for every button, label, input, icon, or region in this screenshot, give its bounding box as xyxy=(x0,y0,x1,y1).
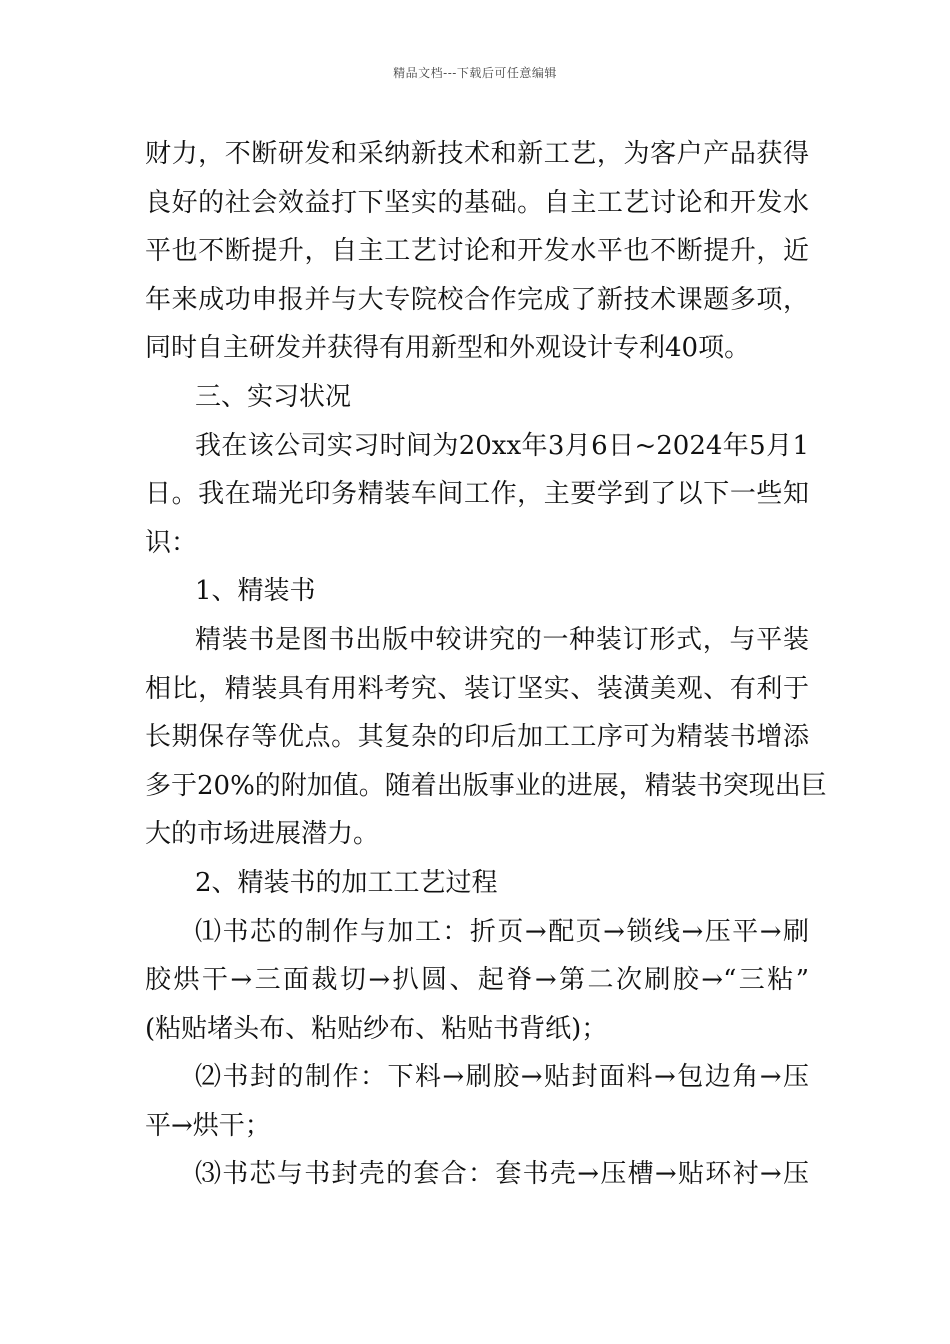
text-line: 多于20%的附加值。随着出版事业的进展，精装书突现出巨 xyxy=(145,770,827,801)
text-line: 大的市场进展潜力。 xyxy=(145,819,380,850)
text-line: 我在该公司实习时间为20xx年3月6日~2024年5月1 xyxy=(195,430,809,461)
text-line: 识： xyxy=(145,527,198,558)
text-line: (粘贴堵头布、粘贴纱布、粘贴书背纸)； xyxy=(145,1013,608,1044)
section-heading: 三、实习状况 xyxy=(195,381,352,412)
text-line: 平→烘干； xyxy=(145,1110,271,1141)
subsection-heading: 2、精装书的加工工艺过程 xyxy=(195,867,498,898)
subsection-heading: 1、精装书 xyxy=(195,576,316,607)
text-line: 胶烘干→三面裁切→扒圆、起脊→第二次刷胶→“三粘” xyxy=(145,965,809,996)
text-line: 相比，精装具有用料考究、装订坚实、装潢美观、有利于 xyxy=(145,673,809,704)
page-header: 精品文档---下载后可任意编辑 xyxy=(393,66,557,80)
text-line: 平也不断提升，自主工艺讨论和开发水平也不断提升，近 xyxy=(145,236,809,267)
text-line: 年来成功申报并与大专院校合作完成了新技术课题多项， xyxy=(145,284,809,315)
document-body xyxy=(145,130,827,1199)
text-line: ⑵书封的制作：下料→刷胶→贴封面料→包边角→压 xyxy=(195,1062,809,1093)
text-line: ⑴书芯的制作与加工：折页→配页→锁线→压平→刷 xyxy=(195,916,809,947)
text-line: 同时自主研发并获得有用新型和外观设计专利40项。 xyxy=(145,333,751,364)
text-line: 良好的社会效益打下坚实的基础。自主工艺讨论和开发水 xyxy=(145,187,809,218)
text-line: 日。我在瑞光印务精装车间工作，主要学到了以下一些知 xyxy=(145,479,809,510)
text-line: ⑶书芯与书封壳的套合：套书壳→压槽→贴环衬→压 xyxy=(195,1159,809,1190)
text-line: 财力，不断研发和采纳新技术和新工艺，为客户产品获得 xyxy=(145,139,809,169)
text-line: 长期保存等优点。其复杂的印后加工工序可为精装书增添 xyxy=(145,722,809,753)
text-line: 精装书是图书出版中较讲究的一种装订形式，与平装 xyxy=(195,624,809,655)
